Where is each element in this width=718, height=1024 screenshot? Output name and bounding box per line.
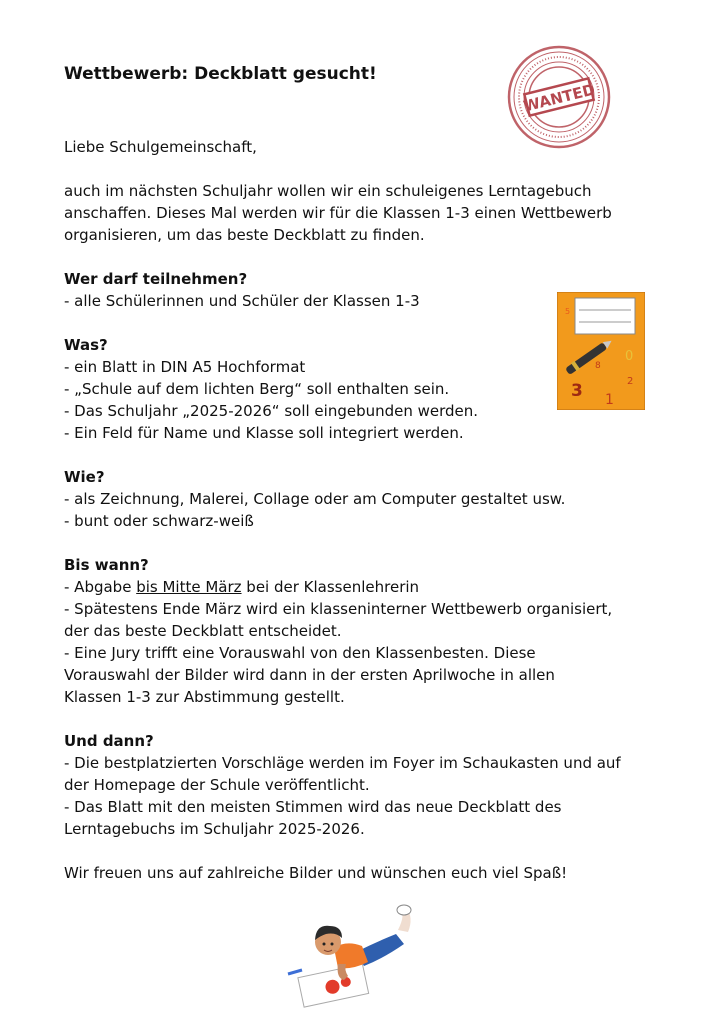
then-line: - Die bestplatzierten Vorschläge werden im Foyer im Schaukasten und auf	[64, 754, 621, 772]
heading-who: Wer darf teilnehmen?	[64, 270, 248, 288]
how-line: - als Zeichnung, Malerei, Collage oder am Computer gestaltet usw.	[64, 490, 566, 508]
book-digit: 2	[627, 376, 634, 387]
what-line: - „Schule auf dem lichten Berg“ soll enthalten sein.	[64, 380, 450, 398]
then-line: der Homepage der Schule veröffentlicht.	[64, 776, 370, 794]
what-line: - ein Blatt in DIN A5 Hochformat	[64, 358, 306, 376]
when-line: der das beste Deckblatt entscheidet.	[64, 622, 342, 640]
book-digit: 3	[571, 381, 583, 401]
closing: Wir freuen uns auf zahlreiche Bilder und wünschen euch viel Spaß!	[64, 864, 568, 882]
book-digit: 8	[595, 361, 601, 371]
document-title: Wettbewerb: Deckblatt gesucht!	[64, 64, 377, 84]
when-line: Klassen 1-3 zur Abstimmung gestellt.	[64, 688, 345, 706]
deadline-prefix: - Abgabe	[64, 578, 137, 596]
heading-what: Was?	[64, 336, 108, 354]
intro-line: auch im nächsten Schuljahr wollen wir ein schuleigenes Lerntagebuch	[64, 182, 592, 200]
intro-line: anschaffen. Dieses Mal werden wir für die Klassen 1-3 einen Wettbewerb	[64, 204, 612, 222]
heading-then: Und dann?	[64, 732, 154, 750]
what-line: - Das Schuljahr „2025-2026“ soll eingebunden werden.	[64, 402, 479, 420]
heading-when: Bis wann?	[64, 556, 149, 574]
when-line-deadline	[64, 576, 664, 598]
when-line: - Spätestens Ende März wird ein klasseninterner Wettbewerb organisiert,	[64, 600, 613, 618]
heading-how: Wie?	[64, 468, 105, 486]
then-line: - Das Blatt mit den meisten Stimmen wird das neue Deckblatt des	[64, 798, 562, 816]
deadline-date: bis Mitte März	[136, 578, 242, 596]
who-line: - alle Schülerinnen und Schüler der Klassen 1-3	[64, 292, 420, 310]
deadline-suffix: bei der Klassenlehrerin	[241, 578, 420, 596]
then-line: Lerntagebuchs im Schuljahr 2025-2026.	[64, 820, 365, 838]
book-digit: 1	[605, 392, 614, 408]
greeting: Liebe Schulgemeinschaft,	[64, 138, 257, 156]
book-digit: 0	[625, 349, 634, 364]
when-line: Vorauswahl der Bilder wird dann in der ersten Aprilwoche in allen	[64, 666, 555, 684]
stamp-text: WANTED	[521, 80, 597, 116]
how-line: - bunt oder schwarz-weiß	[64, 512, 254, 530]
wanted-stamp-icon	[506, 44, 612, 150]
when-line: - Eine Jury trifft eine Vorauswahl von den Klassenbesten. Diese	[64, 644, 536, 662]
what-line: - Ein Feld für Name und Klasse soll integriert werden.	[64, 424, 464, 442]
book-digit: 5	[565, 307, 571, 316]
intro-line: organisieren, um das beste Deckblatt zu finden.	[64, 226, 425, 244]
drawing-boy-illustration-icon	[286, 900, 426, 1010]
